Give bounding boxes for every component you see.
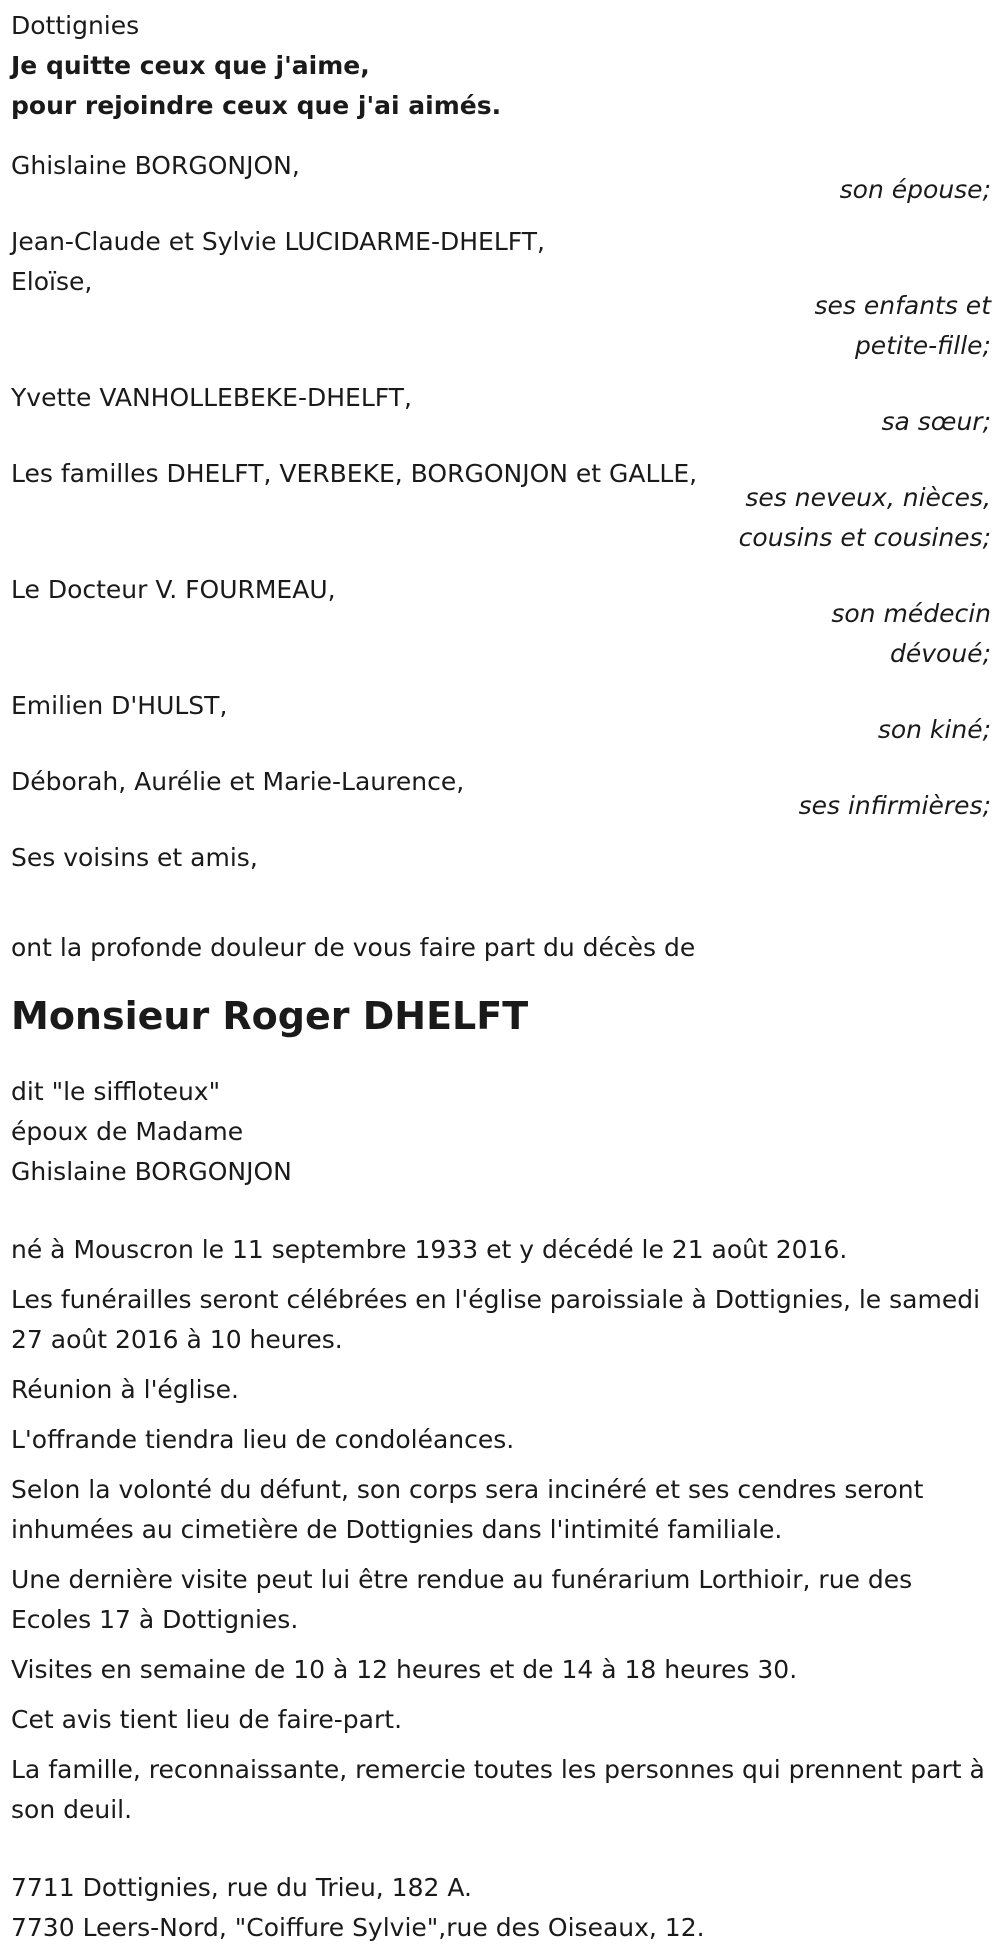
family-relation [840, 170, 991, 210]
relation-line: son épouse; [839, 175, 991, 204]
family-member-name: Eloïse, [11, 267, 93, 296]
family-entry [11, 222, 991, 366]
detail-paragraph: Visites en semaine de 10 à 12 heures et de 14 à 18 heures 30. [11, 1655, 798, 1684]
family-relation [878, 710, 991, 750]
family-relation [831, 594, 991, 674]
family-member-name: Emilien D'HULST, [11, 691, 228, 720]
family-entry [11, 378, 991, 442]
quote-line-2: pour rejoindre ceux que j'ai aimés. [11, 91, 502, 120]
relation-line: cousins et cousines; [738, 523, 991, 552]
family-member-name: Déborah, Aurélie et Marie-Laurence, [11, 767, 465, 796]
family-entry [11, 838, 991, 878]
family-member-name: Les familles DHELFT, VERBEKE, BORGONJON et GALLE, [11, 459, 698, 488]
relation-line: ses infirmières; [798, 791, 991, 820]
relation-line: sa sœur; [881, 407, 991, 436]
family-member-name: Ses voisins et amis, [11, 843, 258, 872]
detail-paragraph: Les funérailles seront célébrées en l'église paroissiale à Dottignies, le samedi 27 août 2016 à 10 heures. [11, 1285, 981, 1354]
relation-line: ses neveux, nièces, [745, 483, 991, 512]
family-relation [739, 478, 991, 558]
family-entry [11, 454, 991, 558]
family-member-name: Le Docteur V. FOURMEAU, [11, 575, 336, 604]
location-header: Dottignies [11, 11, 140, 40]
relation-line: son kiné; [877, 715, 991, 744]
family-entry [11, 686, 991, 750]
obituary-document [11, 6, 991, 1948]
address-line-2: 7730 Leers-Nord, "Coiffure Sylvie",rue des Oiseaux, 12. [11, 1913, 705, 1942]
family-entry [11, 146, 991, 210]
detail-paragraph: Selon la volonté du défunt, son corps sera incinéré et ses cendres seront inhumées au cimetière de Dottignies dans l'intimité familiale. [11, 1475, 924, 1544]
deceased-nickname: dit "le siffloteux" [11, 1077, 221, 1106]
detail-paragraph: Cet avis tient lieu de faire-part. [11, 1705, 403, 1734]
family-entry [11, 570, 991, 674]
quote-line-1: Je quitte ceux que j'aime, [11, 51, 370, 80]
detail-paragraph: Réunion à l'église. [11, 1375, 239, 1404]
address-line-1: 7711 Dottignies, rue du Trieu, 182 A. [11, 1873, 472, 1902]
detail-paragraph: L'offrande tiendra lieu de condoléances. [11, 1425, 515, 1454]
detail-paragraph: Une dernière visite peut lui être rendue au funérarium Lorthioir, rue des Ecoles 17 à Dottignies. [11, 1565, 913, 1634]
family-entry [11, 762, 991, 826]
family-member-name: Ghislaine BORGONJON, [11, 151, 300, 180]
relation-line: ses enfants et [814, 291, 991, 320]
family-relation [799, 786, 991, 826]
spouse-line-1: époux de Madame [11, 1117, 244, 1146]
details-paragraphs [11, 1230, 991, 1830]
relation-line: dévoué; [890, 639, 991, 668]
family-list [11, 146, 991, 890]
spouse-line-2: Ghislaine BORGONJON [11, 1157, 292, 1186]
family-member-name: Jean-Claude et Sylvie LUCIDARME-DHELFT, [11, 227, 545, 256]
family-relation [814, 286, 991, 366]
deceased-name: Monsieur Roger DHELFT [11, 994, 529, 1038]
announcement-text: ont la profonde douleur de vous faire part du décès de [11, 933, 696, 962]
relation-line: petite-fille; [854, 331, 991, 360]
family-member-name: Yvette VANHOLLEBEKE-DHELFT, [11, 383, 412, 412]
detail-paragraph: La famille, reconnaissante, remercie toutes les personnes qui prennent part à son deuil. [11, 1755, 985, 1824]
relation-line: son médecin [831, 599, 991, 628]
family-relation [881, 402, 991, 442]
detail-paragraph: né à Mouscron le 11 septembre 1933 et y décédé le 21 août 2016. [11, 1235, 848, 1264]
